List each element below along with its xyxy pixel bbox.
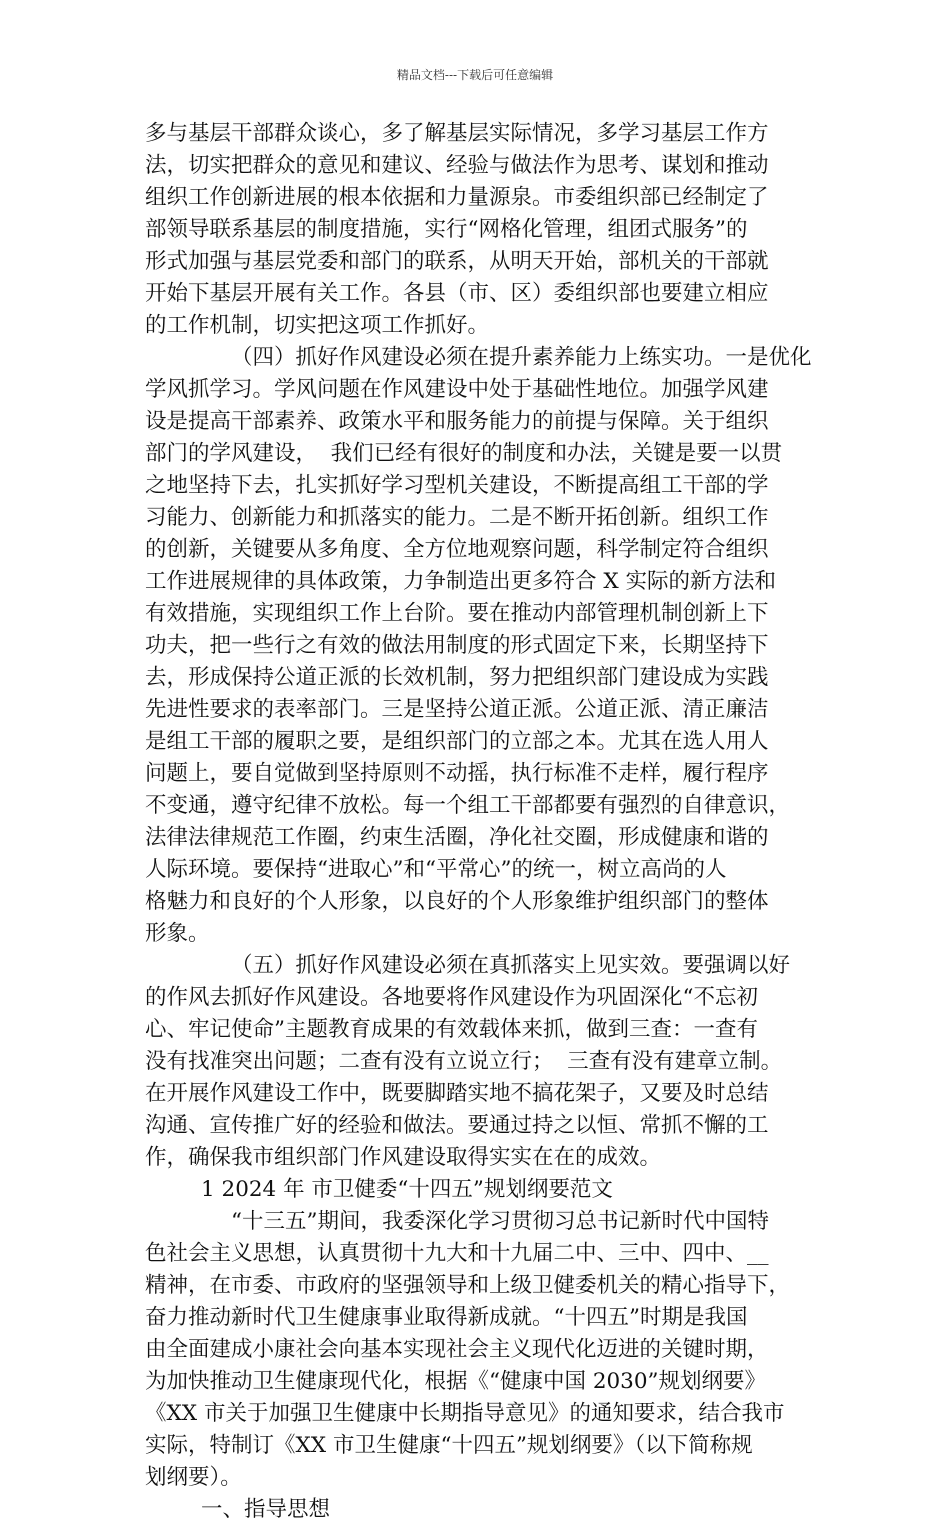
text-line: 有效措施，实现组织工作上台阶。要在推动内部管理机制创新上下 [145, 601, 769, 626]
text-line: 是组工干部的履职之要，是组织部门的立部之本。尤其在选人用人 [145, 729, 769, 754]
text-line: 去，形成保持公道正派的长效机制，努力把组织部门建设成为实践 [145, 665, 769, 690]
text-line: 部门的学风建设， 我们已经有很好的制度和办法，关键是要一以贯 [145, 441, 783, 466]
text-line: 先进性要求的表率部门。三是坚持公道正派。公道正派、清正廉洁 [145, 697, 769, 722]
text-line: 功夫，把一些行之有效的做法用制度的形式固定下来，长期坚持下 [145, 633, 769, 658]
text-line: 法律法律规范工作圈，约束生活圈，净化社交圈，形成健康和谐的 [145, 825, 769, 850]
text-line: 部领导联系基层的制度措施，实行“网格化管理，组团式服务”的 [145, 217, 748, 242]
text-line: 问题上，要自觉做到坚持原则不动摇，执行标准不走样，履行程序 [145, 761, 769, 786]
text-line: 心、牢记使命”主题教育成果的有效载体来抓，做到三查：一查有 [145, 1017, 758, 1042]
section-title: 1 2024 年 市卫健委“十四五”规划纲要范文 [201, 1177, 613, 1202]
text-line: 不变通，遵守纪律不放松。每一个组工干部都要有强烈的自律意识， [145, 793, 791, 818]
paragraph-start-line: （五）抓好作风建设必须在真抓落实上见实效。要强调以好 [231, 953, 791, 978]
text-line: 工作进展规律的具体政策，力争制造出更多符合 X 实际的新方法和 [145, 569, 776, 594]
paragraph-start-line: “十三五”期间，我委深化学习贯彻习总书记新时代中国特 [231, 1209, 769, 1234]
text-line: 为加快推动卫生健康现代化，根据《“健康中国 2030”规划纲要》 [145, 1369, 767, 1394]
text-line: 色社会主义思想，认真贯彻十九大和十九届二中、三中、四中、__ [145, 1241, 769, 1266]
text-line: 划纲要）。 [145, 1465, 242, 1490]
text-line: 开始下基层开展有关工作。各县（市、区）委组织部也要建立相应 [145, 281, 769, 306]
text-line: 学风抓学习。学风问题在作风建设中处于基础性地位。加强学风建 [145, 377, 769, 402]
text-line: 作，确保我市组织部门作风建设取得实实在在的成效。 [145, 1145, 662, 1170]
text-line: 人际环境。要保持“进取心”和“平常心”的统一，树立高尚的人 [145, 857, 727, 882]
text-line: 的创新，关键要从多角度、全方位地观察问题，科学制定符合组织 [145, 537, 769, 562]
text-line: 没有找准突出问题；二查有没有立说立行； 三查有没有建章立制。 [145, 1049, 783, 1074]
page-header: 精品文档---下载后可任意编辑 [396, 68, 554, 82]
paragraph-start-line: （四）抓好作风建设必须在提升素养能力上练实功。一是优化 [231, 345, 812, 370]
text-line: 的作风去抓好作风建设。各地要将作风建设作为巩固深化“不忘初 [145, 985, 758, 1010]
text-line: 多与基层干部群众谈心，多了解基层实际情况，多学习基层工作方 [145, 121, 769, 146]
document-body [145, 118, 835, 1526]
text-line: 奋力推动新时代卫生健康事业取得新成就。“十四五”时期是我国 [145, 1305, 748, 1330]
section-heading: 一、指导思想 [201, 1497, 331, 1522]
text-line: 实际，特制订《XX 市卫生健康“十四五”规划纲要》（以下简称规 [145, 1433, 753, 1458]
text-line: 法，切实把群众的意见和建议、经验与做法作为思考、谋划和推动 [145, 153, 769, 178]
text-line: 形式加强与基层党委和部门的联系，从明天开始，部机关的干部就 [145, 249, 769, 274]
text-line: 沟通、宣传推广好的经验和做法。要通过持之以恒、常抓不懈的工 [145, 1113, 769, 1138]
text-line: 习能力、创新能力和抓落实的能力。二是不断开拓创新。组织工作 [145, 505, 769, 530]
text-line: 组织工作创新进展的根本依据和力量源泉。市委组织部已经制定了 [145, 185, 769, 210]
text-line: 的工作机制，切实把这项工作抓好。 [145, 313, 490, 338]
text-line: 之地坚持下去，扎实抓好学习型机关建设，不断提高组工干部的学 [145, 473, 769, 498]
text-line: 《XX 市关于加强卫生健康中长期指导意见》的通知要求，结合我市 [145, 1401, 785, 1426]
text-line: 格魅力和良好的个人形象，以良好的个人形象维护组织部门的整体 [145, 889, 769, 914]
text-line: 在开展作风建设工作中，既要脚踏实地不搞花架子，又要及时总结 [145, 1081, 769, 1106]
text-line: 形象。 [145, 921, 210, 946]
text-line: 设是提高干部素养、政策水平和服务能力的前提与保障。关于组织 [145, 409, 769, 434]
text-line: 精神，在市委、市政府的坚强领导和上级卫健委机关的精心指导下， [145, 1273, 791, 1298]
text-line: 由全面建成小康社会向基本实现社会主义现代化迈进的关键时期， [145, 1337, 769, 1362]
